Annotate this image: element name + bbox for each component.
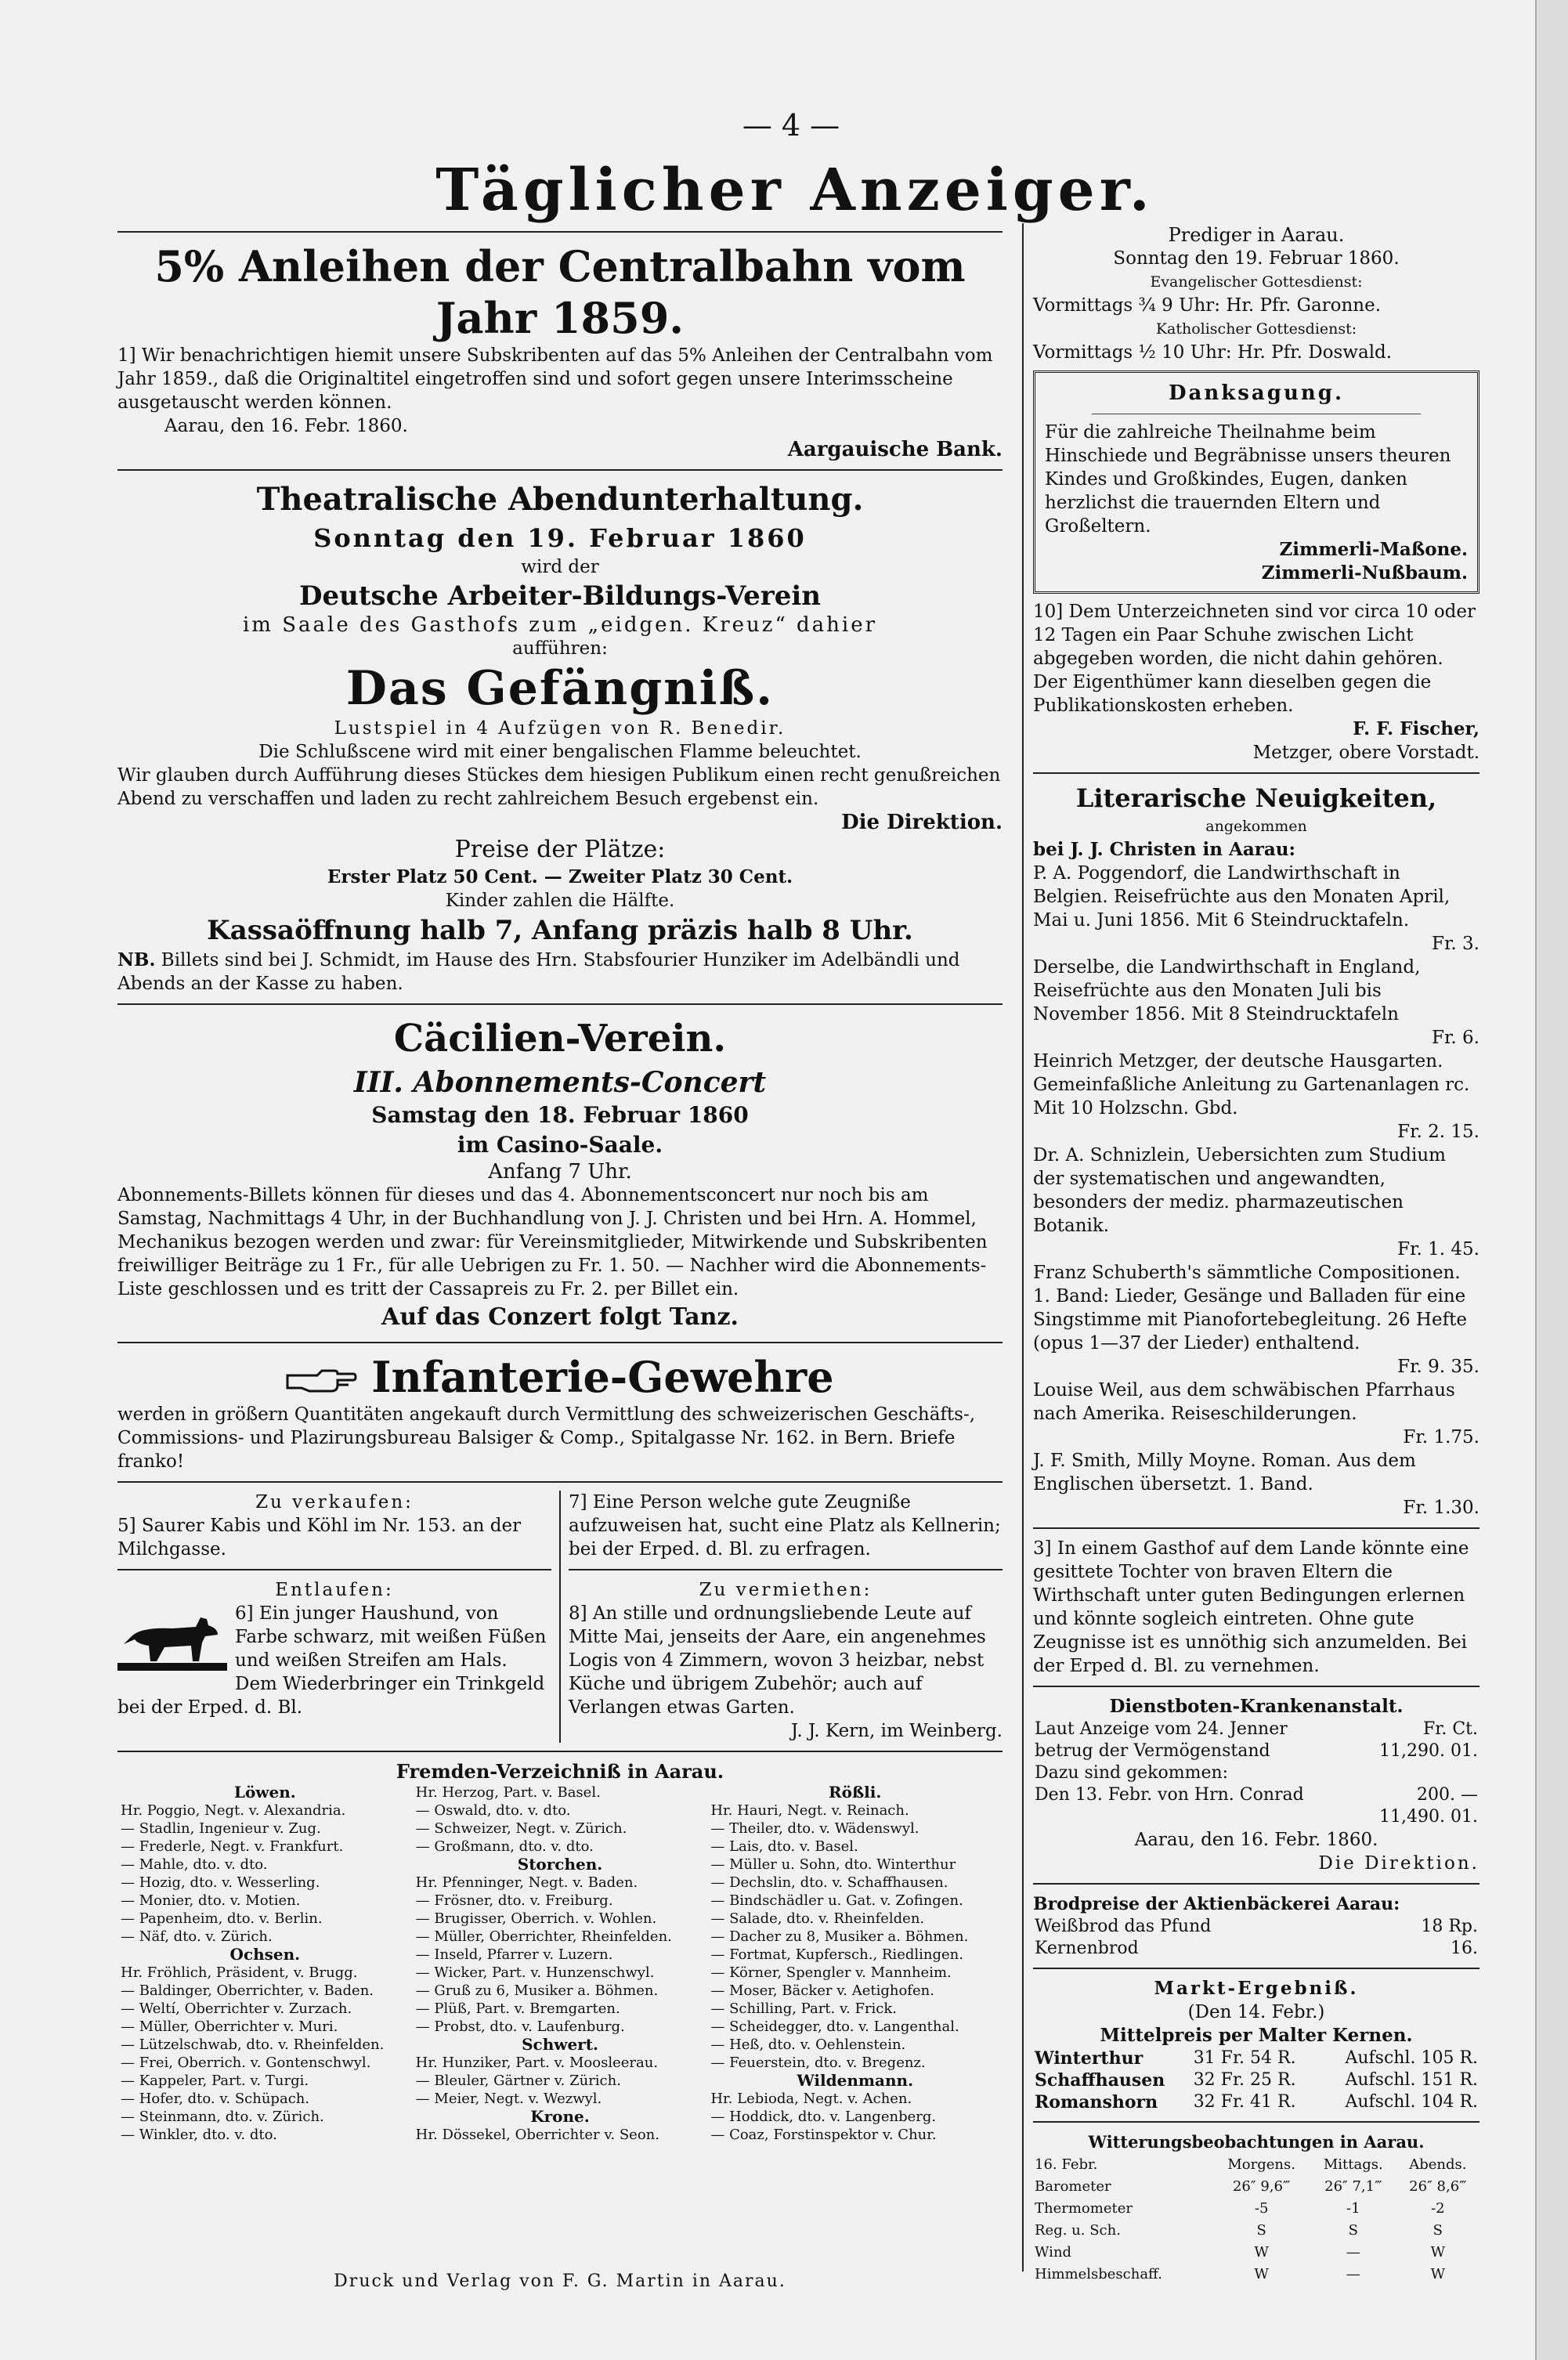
fremden-hotel-name: Rößli. <box>829 1783 882 1802</box>
fremden-hotel-name: Ochsen. <box>229 1945 301 1964</box>
danksagung <box>1033 370 1479 594</box>
book-price: Fr. 6. <box>1432 1028 1479 1048</box>
ad-schuhe <box>1033 600 1479 764</box>
ad-caecilien-date: Samstag den 18. Februar 1860 <box>371 1102 749 1128</box>
krank-l4: Den 13. Febr. von Hrn. Conrad <box>1035 1785 1304 1805</box>
ad-gewehre-title: Infanterie-Gewehre <box>371 1352 834 1402</box>
fremden-guest: — Brugisser, Oberrich. v. Wohlen. <box>415 1910 657 1927</box>
witterung-header-cell: 16. Febr. <box>1035 2156 1098 2173</box>
markt <box>1033 1977 1479 2113</box>
brodpreise <box>1033 1892 1479 1960</box>
pointing-hand-icon <box>286 1368 356 1394</box>
witterung-row <box>1033 2176 1479 2198</box>
ad-theater-auffuehren: aufführen: <box>512 638 608 659</box>
fremden-guest: Hr. Hunziker, Part. v. Moosleerau. <box>415 2055 659 2071</box>
literarische-title: Literarische Neuigkeiten, <box>1075 783 1437 813</box>
witterung-cell: 26″ 7,1‴ <box>1324 2178 1382 2195</box>
witterung-cell: W <box>1430 2266 1446 2282</box>
ad-theater-date: Sonntag den 19. Februar 1860 <box>313 523 807 553</box>
book-text: P. A. Poggendorf, die Landwirthschaft in Belgien. Reisefrüchte aus den Monaten April, Mai u. Juni 1856. Mit 6 Steindrucktafeln. <box>1033 863 1451 931</box>
markt-date: (Den 14. Febr.) <box>1187 2002 1325 2022</box>
literarische-items <box>1033 862 1479 1520</box>
ad-theater-stueck: Das Gefängniß. <box>345 661 775 716</box>
ad-theater-text: Wir glauben durch Aufführung dieses Stückes dem hiesigen Publikum einen recht genußreichen Abend zu verschaffen und laden zu recht zahlreichem Besuch ergebenst ein. <box>117 765 1001 809</box>
brod-value: 16. <box>1451 1939 1478 1958</box>
ad-anleihen-text: 1] Wir benachrichtigen hiemit unsere Subskribenten auf das 5% Anleihen der Centralbahn vom Jahr 1859., daß die Originaltitel eingetroffen sind und sofort gegen unsere Interimsscheine ausgetauscht werden können. <box>117 345 993 413</box>
right-column <box>1022 223 1479 2282</box>
fremden-guest: — Feuerstein, dto. v. Bregenz. <box>710 2055 926 2071</box>
ad-caecilien-anfang: Anfang 7 Uhr. <box>488 1160 632 1184</box>
witterung-cell: — <box>1346 2244 1360 2261</box>
ad-kellnerin-text: 7] Eine Person welche gute Zeugniße aufzuweisen hat, sucht eine Platz als Kellnerin; bei der Erped. d. Bl. zu erfragen. <box>569 1492 1001 1559</box>
ad-theater-title: Theatralische Abendunterhaltung. <box>256 481 864 518</box>
book-item <box>1033 1050 1479 1144</box>
fremden-guest: — Stadlin, Ingenieur v. Zug. <box>121 1820 321 1837</box>
witterung-cell: -5 <box>1254 2200 1269 2217</box>
ad-theater <box>117 479 1003 996</box>
fremden-guest: — Inseld, Pfarrer v. Luzern. <box>415 1946 613 1963</box>
krankenanstalt-date: Aarau, den 16. Febr. 1860. <box>1134 1830 1378 1850</box>
ad-vermiethen-text: 8] An stille und ordnungsliebende Leute auf Mitte Mai, jenseits der Aare, ein angenehmes Logis von 4 Zimmern, wovon 3 heizbar, nebst Küche und übrigem Zubehör; auch auf Verlangen etwas Garten. <box>569 1603 986 1718</box>
markt-ort: Winterthur <box>1035 2048 1143 2069</box>
fremden-guest: — Theiler, dto. v. Wädenswyl. <box>710 1820 919 1837</box>
krank-l5v: 11,490. 01. <box>1379 1807 1478 1827</box>
fremden-guest: — Meier, Negt. v. Wezwyl. <box>415 2091 602 2107</box>
danksagung-text: Für die zahlreiche Theilnahme beim Hinschiede und Begräbnisse unsers theuren Kindes und Großkindes, Eugen, danken herzlichst die trauernden Eltern und Großeltern. <box>1045 422 1451 537</box>
witterung-header-cell: Mittags. <box>1323 2156 1383 2173</box>
witterung-cell: Himmelsbeschaff. <box>1035 2266 1162 2282</box>
witterung-cell: S <box>1348 2222 1358 2239</box>
ad-theater-preise: Erster Platz 50 Cent. — Zweiter Platz 30 Cent. <box>327 866 793 887</box>
book-item <box>1033 1449 1479 1520</box>
fremden-guest: — Baldinger, Oberrichter, v. Baden. <box>121 1982 374 1999</box>
fremden-guest: — Gruß zu 6, Musiker a. Böhmen. <box>415 1982 659 1999</box>
fremden-guest: — Hoddick, dto. v. Langenberg. <box>710 2109 937 2125</box>
ad-theater-schluss: Die Schlußscene wird mit einer bengalischen Flamme beleuchtet. <box>258 742 862 762</box>
witterung-cell: Thermometer <box>1035 2200 1133 2217</box>
fremden-guest: — Dacher zu 8, Musiker a. Böhmen. <box>710 1928 969 1945</box>
witterung-title: Witterungsbeobachtungen in Aarau. <box>1088 2132 1425 2152</box>
fremden-guest: Hr. Hauri, Negt. v. Reinach. <box>710 1802 909 1819</box>
fremden-guest: — Hofer, dto. v. Schüpach. <box>121 2091 310 2107</box>
small-ads-block <box>117 1491 1003 1743</box>
witterung-cell: S <box>1256 2222 1266 2239</box>
markt-title: Markt-Ergebniß. <box>1154 1978 1359 1999</box>
fremden-guest: — Körner, Spengler v. Mannheim. <box>710 1964 952 1981</box>
brodpreise-title: Brodpreise der Aktienbäckerei Aarau: <box>1033 1894 1400 1914</box>
fremden-guest: — Salade, dto. v. Rheinfelden. <box>710 1910 925 1927</box>
book-text: Louise Weil, aus dem schwäbischen Pfarrhaus nach Amerika. Reiseschilderungen. <box>1033 1380 1455 1424</box>
witterung-cell: -2 <box>1431 2200 1445 2217</box>
krank-l1v: Fr. Ct. <box>1422 1719 1478 1739</box>
markt-aufschl: Aufschl. 105 R. <box>1345 2048 1478 2068</box>
fremden-guest: Hr. Poggio, Negt. v. Alexandria. <box>121 1802 346 1819</box>
book-item <box>1033 1261 1479 1379</box>
krank-l4v: 200. — <box>1417 1785 1478 1805</box>
fremden-guest: — Papenheim, dto. v. Berlin. <box>121 1910 323 1927</box>
ad-schuhe-sig2: Metzger, obere Vorstadt. <box>1252 743 1479 763</box>
fremden-hotel-name: Schwert. <box>522 2035 598 2054</box>
markt-sub: Mittelpreis per Malter Kernen. <box>1100 2025 1413 2046</box>
literarische-bei: bei J. J. Christen in Aarau: <box>1033 839 1295 860</box>
book-item <box>1033 956 1479 1050</box>
book-price: Fr. 1.30. <box>1403 1498 1479 1518</box>
fremden-guest: Hr. Lebioda, Negt. v. Achen. <box>710 2091 912 2107</box>
ad-entlaufen-text: 6] Ein junger Haushund, von Farbe schwarz, mit weißen Füßen und weißen Streifen am Hals. Dem Wiederbringer ein Trinkgeld bei der Erped. d. Bl. <box>117 1603 547 1718</box>
krankenanstalt-signature: Die Direktion. <box>1318 1853 1479 1874</box>
fremden-guest: — Probst, dto. v. Laufenburg. <box>415 2018 625 2035</box>
ad-caecilien-text: Abonnements-Billets können für dieses und das 4. Abonnementsconcert nur noch bis am Samstag, Nachmittags 4 Uhr, in der Buchhandlung von J. J. Christen und bei Hrn. A. Hommel, Mechanikus bezogen werden und zwar: für Vereinsmitglieder, Mitwirkende und Subskribenten freiwilliger Beiträge zu 1 Fr., für alle Uebrigen zu Fr. 1. 50. — Nachher wird die Abonnements-Liste geschlossen und es tritt der Cassapreis zu Fr. 2. per Billet ein. <box>117 1185 988 1299</box>
prediger-kath: Vormittags ½ 10 Uhr: Hr. Pfr. Doswald. <box>1033 342 1393 363</box>
fremden-guest: — Hozig, dto. v. Wesserling. <box>121 1874 320 1891</box>
markt-aufschl: Aufschl. 104 R. <box>1345 2092 1478 2112</box>
markt-ort: Schaffhausen <box>1035 2070 1165 2091</box>
witterung-cell: 26″ 8,6‴ <box>1409 2178 1467 2195</box>
krank-l2v: 11,290. 01. <box>1379 1741 1478 1761</box>
witterung-row <box>1033 2264 1479 2286</box>
prediger-date: Sonntag den 19. Februar 1860. <box>1113 248 1400 269</box>
book-price: Fr. 1. 45. <box>1397 1239 1479 1260</box>
witterung-row <box>1033 2220 1479 2242</box>
brod-label: Weißbrod das Pfund <box>1035 1917 1212 1936</box>
fremden-guest: — Moser, Bäcker v. Aetighofen. <box>710 1982 934 1999</box>
prediger <box>1033 223 1479 364</box>
witterung-cell: W <box>1430 2244 1446 2261</box>
ad-theater-preise-title: Preise der Plätze: <box>454 836 666 863</box>
ad-theater-lustspiel: Lustspiel in 4 Aufzügen von R. Benedir. <box>334 718 786 739</box>
fremden-guest: Hr. Pfenninger, Negt. v. Baden. <box>415 1874 638 1891</box>
fremden-column-3 <box>707 1784 1003 2144</box>
book-price: Fr. 1.75. <box>1403 1427 1479 1447</box>
fremden-guest: — Heß, dto. v. Oehlenstein. <box>710 2037 906 2053</box>
page-edge <box>1535 0 1568 2360</box>
fremden-guest: — Plüß, Part. v. Bremgarten. <box>415 2000 620 2017</box>
book-price: Fr. 3. <box>1432 934 1479 954</box>
fremden-guest: — Müller, Oberrichter, Rheinfelden. <box>415 1928 672 1945</box>
ad-anleihen-signature: Aargauische Bank. <box>787 438 1003 461</box>
ad-theater-verein: Deutsche Arbeiter-Bildungs-Verein <box>299 580 821 612</box>
ad-anleihen-date: Aarau, den 16. Febr. 1860. <box>164 416 408 436</box>
fremden-guest: — Weltí, Oberrichter v. Zurzach. <box>121 2000 352 2017</box>
ad-theater-ort: im Saale des Gasthofs zum „eidgen. Kreuz“ dahier <box>242 613 878 637</box>
book-price: Fr. 9. 35. <box>1397 1357 1479 1377</box>
ad-gasthof <box>1033 1537 1479 1678</box>
left-column <box>117 223 1003 2271</box>
fremden-title: Fremden-Verzeichniß in Aarau. <box>396 1760 724 1783</box>
fremden-guest: — Steinmann, dto. v. Zürich. <box>121 2109 324 2125</box>
literarische-angekommen: angekommen <box>1205 818 1307 835</box>
fremden-guest: — Oswald, dto. v. dto. <box>415 1802 571 1819</box>
witterung-cell: Wind <box>1035 2244 1072 2261</box>
danksagung-sig1: Zimmerli-Maßone. <box>1279 539 1468 560</box>
witterung-row <box>1033 2198 1479 2220</box>
book-item <box>1033 1144 1479 1261</box>
ad-theater-nb: Billets sind bei J. Schmidt, im Hause des Hrn. Stabsfourier Hunziker im Adelbändli und Abends an der Kasse zu haben. <box>117 950 960 994</box>
literarische-neuigkeiten <box>1033 782 1479 1520</box>
fremden-guest: — Schweizer, Negt. v. Zürich. <box>415 1820 627 1837</box>
ad-schuhe-sig1: F. F. Fischer, <box>1353 718 1479 739</box>
fremden-guest: Hr. Herzog, Part. v. Basel. <box>415 1784 601 1801</box>
ad-caecilien-title: Cäcilien-Verein. <box>393 1017 727 1061</box>
ad-caecilien-ort: im Casino-Saale. <box>457 1132 663 1158</box>
ad-gewehre-text: werden in größern Quantitäten angekauft durch Vermittlung des schweizerischen Geschäfts-, Commissions- und Plazirungsbureau Balsiger & Comp., Spitalgasse Nr. 162. in Bern. Briefe franko! <box>117 1404 976 1472</box>
book-text: Derselbe, die Landwirthschaft in England, Reisefrüchte aus den Monaten Juli bis November 1856. Mit 8 Steindrucktafeln <box>1033 957 1421 1025</box>
ad-theater-nb-label: NB. <box>117 949 156 970</box>
krankenanstalt <box>1033 1695 1479 1875</box>
brod-label: Kernenbrod <box>1035 1939 1139 1958</box>
imprint: Druck und Verlag von F. G. Martin in Aarau. <box>334 2271 786 2291</box>
witterung-row <box>1033 2242 1479 2264</box>
markt-preis: 32 Fr. 41 R. <box>1193 2092 1296 2112</box>
book-text: Franz Schuberth's sämmtliche Compositionen. 1. Band: Lieder, Gesänge und Balladen für eine Singstimme mit Pianofortebegleitung. 26 Hefte (opus 1—37 der Lieder) enthaltend. <box>1033 1263 1467 1353</box>
fremden-guest: — Coaz, Forstinspektor v. Chur. <box>710 2127 937 2143</box>
book-text: Dr. A. Schnizlein, Uebersichten zum Studium der systematischen und angewandten, besonders der mediz. pharmazeutischen Botanik. <box>1033 1145 1446 1236</box>
dog-icon <box>117 1605 227 1675</box>
prediger-kath-title: Katholischer Gottesdienst: <box>1155 320 1357 338</box>
prediger-ev-title: Evangelischer Gottesdienst: <box>1150 273 1363 291</box>
witterung-header-cell: Abends. <box>1409 2156 1467 2173</box>
witterung-cell: 26″ 9,6‴ <box>1232 2178 1291 2195</box>
fremden-guest: — Müller u. Sohn, dto. Winterthur <box>710 1856 956 1873</box>
ad-caecilien-tanz: Auf das Conzert folgt Tanz. <box>381 1303 739 1331</box>
ad-theater-kasse: Kassaöffnung halb 7, Anfang präzis halb 8 Uhr. <box>207 915 913 946</box>
danksagung-title: Danksagung. <box>1168 381 1344 405</box>
ad-gewehre <box>117 1351 1003 1473</box>
fremden-guest: — Schilling, Part. v. Frick. <box>710 2000 898 2017</box>
fremden-guest: — Kappeler, Part. v. Turgi. <box>121 2073 309 2089</box>
fremden-guest: — Großmann, dto. v. dto. <box>415 1838 594 1855</box>
ad-caecilien <box>117 1013 1003 1334</box>
markt-row <box>1033 2047 1479 2069</box>
fremden-hotel-name: Löwen. <box>233 1783 296 1802</box>
fremden-guest: — Scheidegger, dto. v. Langenthal. <box>710 2018 959 2035</box>
ad-gasthof-text: 3] In einem Gasthof auf dem Lande könnte eine gesittete Tochter von braven Eltern die Wirthschaft unter guten Bedingungen erlernen und könnte sogleich eintreten. Ohne gute Zeugnisse ist es unnöthig sich anzumelden. Bei der Erped d. Bl. zu vernehmen. <box>1033 1538 1469 1676</box>
fremden-guest: — Frei, Oberrich. v. Gontenschwyl. <box>121 2055 371 2071</box>
fremden-guest: Hr. Dössekel, Oberrichter v. Seon. <box>415 2127 659 2143</box>
fremden-guest: — Müller, Oberrichter v. Muri. <box>121 2018 338 2035</box>
fremden-hotel-name: Wildenmann. <box>797 2071 914 2090</box>
witterung-cell: — <box>1346 2266 1360 2282</box>
witterung-header-cell: Morgens. <box>1227 2156 1295 2173</box>
book-item <box>1033 1379 1479 1449</box>
book-text: Heinrich Metzger, der deutsche Hausgarten. Gemeinfaßliche Anleitung zu Gartenanlagen rc. Mit 10 Holzschn. Gbd. <box>1033 1051 1470 1119</box>
fremden-column-2 <box>413 1784 708 2144</box>
fremden-guest: — Wicker, Part. v. Hunzenschwyl. <box>415 1964 655 1981</box>
ad-theater-signature: Die Direktion. <box>841 811 1003 834</box>
ad-entlaufen-title: Entlaufen: <box>275 1580 394 1600</box>
fremden-verzeichnis <box>117 1760 1003 2144</box>
fremden-guest: — Bindschädler u. Gat. v. Zofingen. <box>710 1892 963 1909</box>
fremden-guest: — Dechslin, dto. v. Schaffhausen. <box>710 1874 948 1891</box>
krank-l3: Dazu sind gekommen: <box>1035 1763 1229 1783</box>
book-price: Fr. 2. 15. <box>1397 1122 1479 1142</box>
witterung-header-row <box>1033 2154 1479 2176</box>
book-text: J. F. Smith, Milly Moyne. Roman. Aus dem Englischen übersetzt. 1. Band. <box>1033 1451 1416 1494</box>
markt-aufschl: Aufschl. 151 R. <box>1345 2070 1478 2090</box>
page-number: — 4 — <box>742 108 840 143</box>
ad-anleihen <box>117 240 1003 461</box>
markt-row <box>1033 2091 1479 2113</box>
witterung-cell: Barometer <box>1035 2178 1111 2195</box>
fremden-guest: — Näf, dto. v. Zürich. <box>121 1928 273 1945</box>
krank-l2: betrug der Vermögenstand <box>1035 1741 1270 1761</box>
fremden-guest: — Mahle, dto. v. dto. <box>121 1856 268 1873</box>
markt-row <box>1033 2069 1479 2091</box>
fremden-guest: — Lais, dto. v. Basel. <box>710 1838 858 1855</box>
brod-row <box>1033 1916 1479 1938</box>
fremden-guest: — Fortmat, Kupfersch., Riedlingen. <box>710 1946 963 1963</box>
witterung-cell: Reg. u. Sch. <box>1035 2222 1121 2239</box>
markt-ort: Romanshorn <box>1035 2092 1158 2112</box>
ad-caecilien-concert: III. Abonnements-Concert <box>353 1066 767 1099</box>
fremden-hotel-name: Storchen. <box>517 1855 603 1874</box>
masthead: Täglicher Anzeiger. <box>435 157 1154 224</box>
fremden-hotel-name: Krone. <box>530 2107 590 2126</box>
fremden-guest: — Bleuler, Gärtner v. Zürich. <box>415 2073 621 2089</box>
book-item <box>1033 862 1479 956</box>
ad-zu-verkaufen-text: 5] Saurer Kabis und Köhl im Nr. 153. an der Milchgasse. <box>117 1516 522 1559</box>
fremden-guest: Hr. Fröhlich, Präsident, v. Brugg. <box>121 1964 358 1981</box>
witterung-cell: S <box>1433 2222 1443 2239</box>
fremden-guest: — Lützelschwab, dto. v. Rheinfelden. <box>121 2037 385 2053</box>
markt-preis: 32 Fr. 25 R. <box>1193 2070 1296 2090</box>
danksagung-sig2: Zimmerli-Nußbaum. <box>1261 562 1468 584</box>
fremden-guest: — Frösner, dto. v. Freiburg. <box>415 1892 613 1909</box>
ad-schuhe-text: 10] Dem Unterzeichneten sind vor circa 10 oder 12 Tagen ein Paar Schuhe zwischen Licht abgegeben worden, die nicht dahin gehören. Der Eigenthümer kann dieselben gegen die Publikationskosten erheben. <box>1033 602 1476 716</box>
ad-anleihen-title: 5% Anleihen der Centralbahn vom Jahr 1859. <box>154 241 966 343</box>
witterung-cell: -1 <box>1346 2200 1360 2217</box>
fremden-column-1 <box>117 1784 413 2144</box>
fremden-guest: — Winkler, dto. v. dto. <box>121 2127 277 2143</box>
ad-vermiethen-title: Zu vermiethen: <box>699 1580 873 1600</box>
ad-theater-kinder: Kinder zahlen die Hälfte. <box>445 891 675 911</box>
krankenanstalt-title: Dienstboten-Krankenanstalt. <box>1109 1696 1404 1717</box>
ad-vermiethen-signature: J. J. Kern, im Weinberg. <box>790 1721 1003 1741</box>
witterung-cell: W <box>1254 2266 1269 2282</box>
fremden-guest: — Monier, dto. v. Motien. <box>121 1892 301 1909</box>
fremden-guest: — Frederle, Negt. v. Frankfurt. <box>121 1838 344 1855</box>
markt-preis: 31 Fr. 54 R. <box>1193 2048 1296 2068</box>
brod-value: 18 Rp. <box>1421 1917 1478 1936</box>
prediger-ev: Vormittags ¾ 9 Uhr: Hr. Pfr. Garonne. <box>1033 295 1382 316</box>
ad-zu-verkaufen-title: Zu verkaufen: <box>255 1492 414 1512</box>
brod-row <box>1033 1938 1479 1960</box>
ad-theater-wird-der: wird der <box>521 557 599 577</box>
witterung <box>1033 2131 1479 2286</box>
prediger-title: Prediger in Aarau. <box>1168 224 1345 246</box>
krank-l1: Laut Anzeige vom 24. Jenner <box>1035 1719 1288 1739</box>
witterung-cell: W <box>1254 2244 1269 2261</box>
